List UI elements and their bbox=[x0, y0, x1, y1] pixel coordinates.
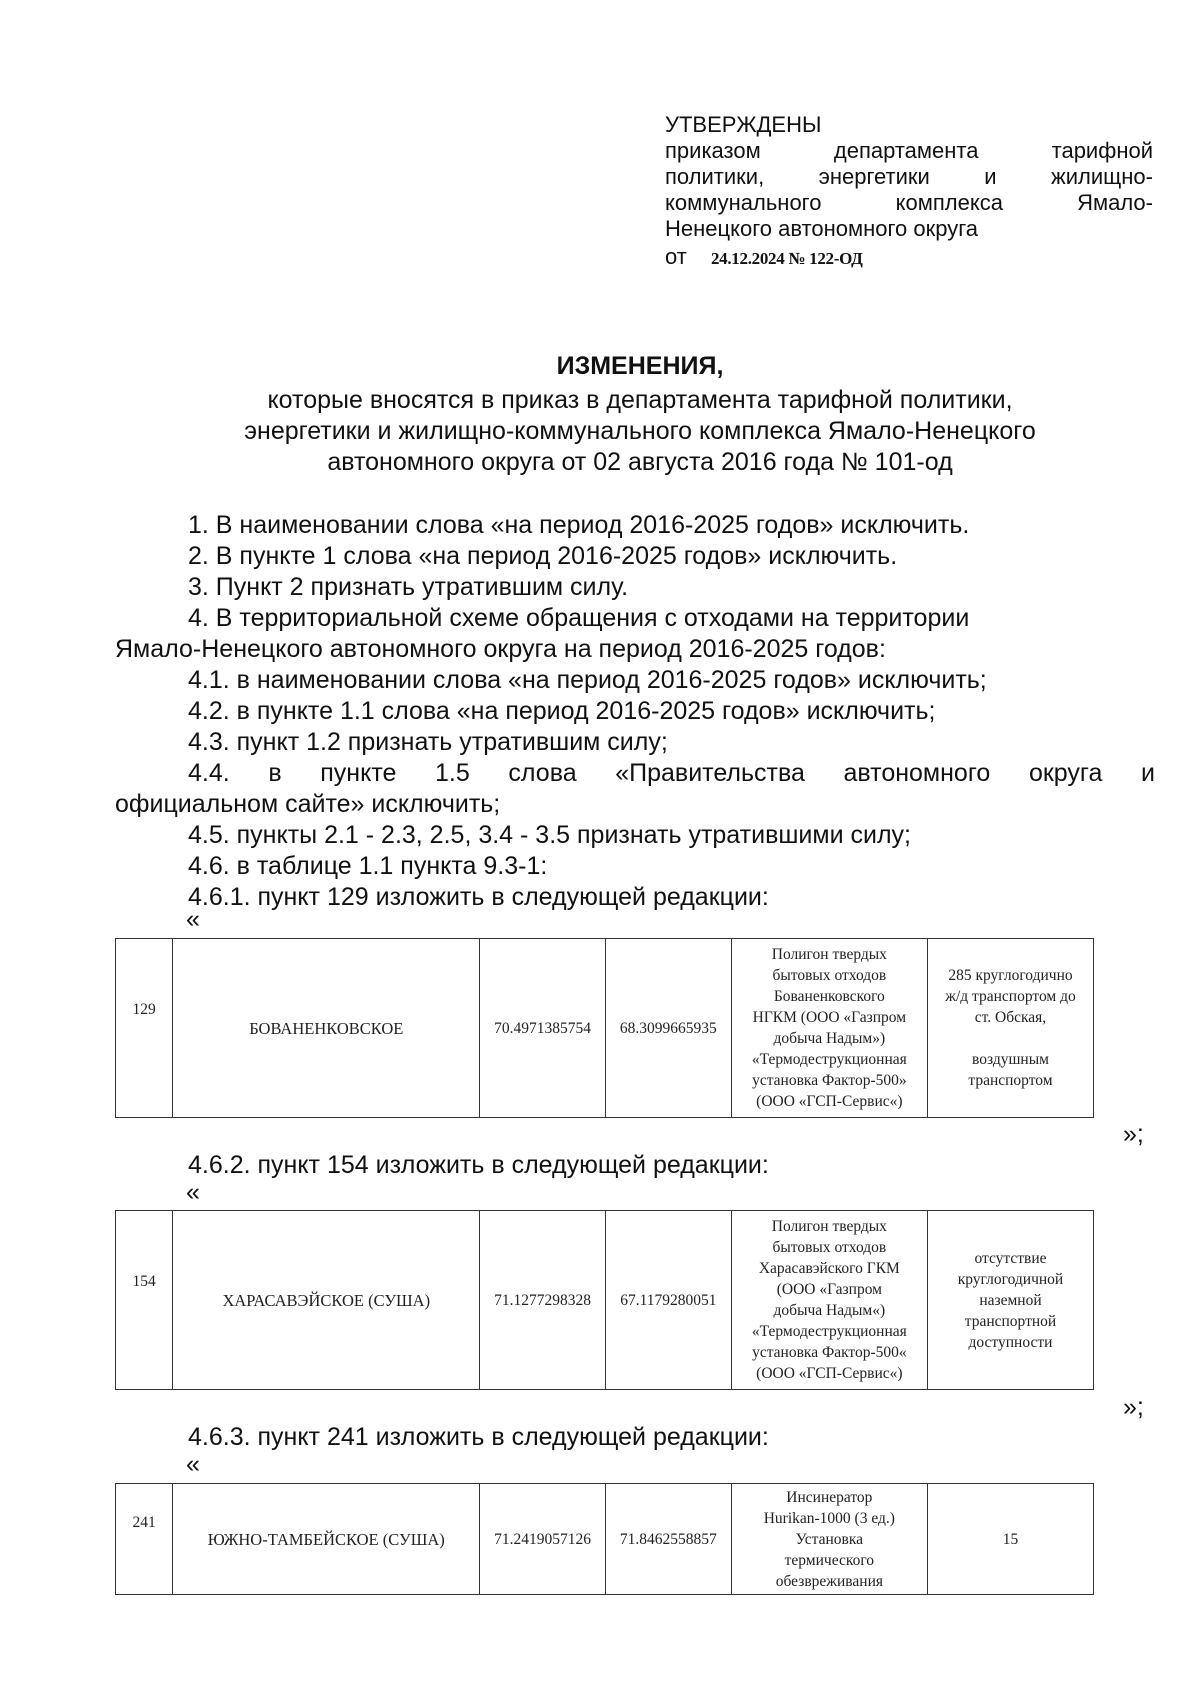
amendments-list-3 bbox=[115, 1422, 1155, 1453]
document-subtitle bbox=[120, 385, 1160, 478]
cell-line: Hurikan-1000 (3 ед.) bbox=[763, 1509, 895, 1527]
cell-lon: 68.3099665935 bbox=[605, 939, 731, 1118]
cell-line: добыча Надым«) bbox=[773, 1302, 886, 1319]
cell-lon: 71.8462558857 bbox=[605, 1484, 731, 1595]
table-row-154 bbox=[115, 1210, 1094, 1390]
item-4-1: 4.1. в наименовании слова «на период 2016-2025 годов» исключить; bbox=[188, 666, 987, 694]
cell-name: БОВАНЕНКОВСКОЕ bbox=[173, 939, 480, 1118]
cell-lat: 71.1277298328 bbox=[480, 1211, 606, 1390]
item-4-cont: Ямало-Ненецкого автономного округа на период 2016-2025 годов: bbox=[115, 635, 886, 663]
cell-line: «Термодеструкционная bbox=[751, 1323, 907, 1340]
cell-line: ж/д транспортом до bbox=[945, 988, 1076, 1005]
item-4-2: 4.2. в пункте 1.1 слова «на период 2016-2025 годов» исключить; bbox=[188, 697, 936, 725]
cell-lon: 67.1179280051 bbox=[605, 1211, 731, 1390]
subtitle-line: автономного округа от 02 августа 2016 года № 101-од bbox=[327, 448, 953, 476]
quote-open: « bbox=[186, 905, 200, 933]
approval-line: коммунального комплекса Ямало- bbox=[665, 190, 1153, 215]
approval-line: Ненецкого автономного округа bbox=[665, 216, 979, 241]
cell-line: Установка bbox=[795, 1530, 864, 1548]
cell-line: (ООО «Газпром bbox=[776, 1281, 882, 1298]
cell-line: Харасавэйского ГКМ bbox=[758, 1260, 900, 1277]
cell-num: 129 bbox=[116, 939, 173, 1118]
subtitle-line: энергетики и жилищно-коммунального комплекса Ямало-Ненецкого bbox=[244, 417, 1036, 445]
cell-line: Полигон твердых bbox=[771, 946, 887, 963]
approval-line: политики, энергетики и жилищно- bbox=[665, 164, 1153, 189]
item-4-6: 4.6. в таблице 1.1 пункта 9.3-1: bbox=[188, 852, 548, 880]
cell-line: круглогодичной bbox=[957, 1270, 1064, 1288]
item-4: 4. В территориальной схеме обращения с отходами на территории bbox=[188, 604, 970, 632]
approval-heading: УТВЕРЖДЕНЫ bbox=[665, 112, 822, 137]
cell-lat: 71.2419057126 bbox=[480, 1484, 606, 1595]
table-row-129 bbox=[115, 938, 1094, 1118]
cell-transport bbox=[927, 939, 1093, 1118]
approval-date-row bbox=[665, 244, 1153, 272]
cell-line: транспортом bbox=[968, 1072, 1053, 1089]
item-3: 3. Пункт 2 признать утратившим силу. bbox=[188, 573, 629, 601]
cell-line: установка Фактор-500» bbox=[752, 1072, 907, 1089]
item-4-4: 4.4. в пункте 1.5 слова «Правительства автономного округа и bbox=[188, 759, 1155, 787]
cell-line bbox=[930, 1028, 1091, 1049]
approval-line: приказом департамента тарифной bbox=[665, 138, 1153, 163]
item-4-3: 4.3. пункт 1.2 признать утратившим силу; bbox=[188, 728, 668, 756]
cell-name: ХАРАСАВЭЙСКОЕ (СУША) bbox=[173, 1211, 480, 1390]
cell-line: доступности bbox=[968, 1333, 1053, 1351]
table-row-241 bbox=[115, 1483, 1094, 1595]
cell-line: «Термодеструкционная bbox=[751, 1051, 907, 1068]
cell-object bbox=[731, 1211, 927, 1390]
cell-line: Инсинератор bbox=[786, 1488, 873, 1506]
cell-line: Бованенковского bbox=[773, 988, 885, 1005]
cell-line: 285 круглогодично bbox=[948, 967, 1073, 984]
cell-line: обезвреживания bbox=[775, 1572, 883, 1590]
amendments-list-2 bbox=[115, 1150, 1155, 1181]
cell-line: бытовых отходов bbox=[772, 967, 887, 984]
item-1: 1. В наименовании слова «на период 2016-2025 годов» исключить. bbox=[188, 511, 970, 539]
cell-line: термического bbox=[784, 1551, 875, 1569]
cell-transport: 15 bbox=[927, 1484, 1093, 1595]
amendments-list bbox=[115, 510, 1155, 913]
approval-date-value: 24.12.2024 № 122-ОД bbox=[710, 249, 863, 268]
item-4-6-2: 4.6.2. пункт 154 изложить в следующей редакции: bbox=[188, 1151, 769, 1179]
cell-line: (ООО «ГСП-Сервис«) bbox=[756, 1365, 903, 1382]
cell-line: воздушным bbox=[972, 1051, 1049, 1068]
cell-name: ЮЖНО-ТАМБЕЙСКОЕ (СУША) bbox=[173, 1484, 480, 1595]
cell-object bbox=[731, 1484, 927, 1595]
cell-line: (ООО «ГСП-Сервис«) bbox=[756, 1093, 903, 1110]
quote-open: « bbox=[186, 1450, 200, 1478]
approval-block bbox=[665, 112, 1153, 272]
cell-line: транспортной bbox=[964, 1312, 1057, 1330]
cell-lat: 70.4971385754 bbox=[480, 939, 606, 1118]
cell-object bbox=[731, 939, 927, 1118]
quote-open: « bbox=[186, 1178, 200, 1206]
cell-num: 154 bbox=[116, 1211, 173, 1390]
cell-line: Полигон твердых bbox=[771, 1218, 887, 1235]
cell-line: отсутствие bbox=[974, 1249, 1047, 1267]
quote-close: »; bbox=[1123, 1120, 1144, 1148]
quote-close: »; bbox=[1123, 1393, 1144, 1421]
item-2: 2. В пункте 1 слова «на период 2016-2025 годов» исключить. bbox=[188, 542, 898, 570]
document-title: ИЗМЕНЕНИЯ, bbox=[556, 352, 724, 380]
item-4-6-1: 4.6.1. пункт 129 изложить в следующей редакции: bbox=[188, 883, 769, 911]
cell-line: добыча Надым») bbox=[773, 1030, 886, 1047]
subtitle-line: которые вносятся в приказ в департамента тарифной политики, bbox=[267, 386, 1013, 414]
cell-line: бытовых отходов bbox=[772, 1239, 887, 1256]
item-4-5: 4.5. пункты 2.1 - 2.3, 2.5, 3.4 - 3.5 признать утратившими силу; bbox=[188, 821, 911, 849]
cell-line: наземной bbox=[979, 1291, 1042, 1309]
cell-num: 241 bbox=[116, 1484, 173, 1595]
cell-line: установка Фактор-500« bbox=[752, 1344, 907, 1361]
item-4-4-cont: официальном сайте» исключить; bbox=[115, 790, 501, 818]
cell-line: ст. Обская, bbox=[974, 1009, 1047, 1026]
cell-transport bbox=[927, 1211, 1093, 1390]
cell-line: НГКМ (ООО «Газпром bbox=[752, 1009, 907, 1026]
item-4-6-3: 4.6.3. пункт 241 изложить в следующей редакции: bbox=[188, 1423, 769, 1451]
approval-date-prefix: от bbox=[665, 244, 687, 269]
